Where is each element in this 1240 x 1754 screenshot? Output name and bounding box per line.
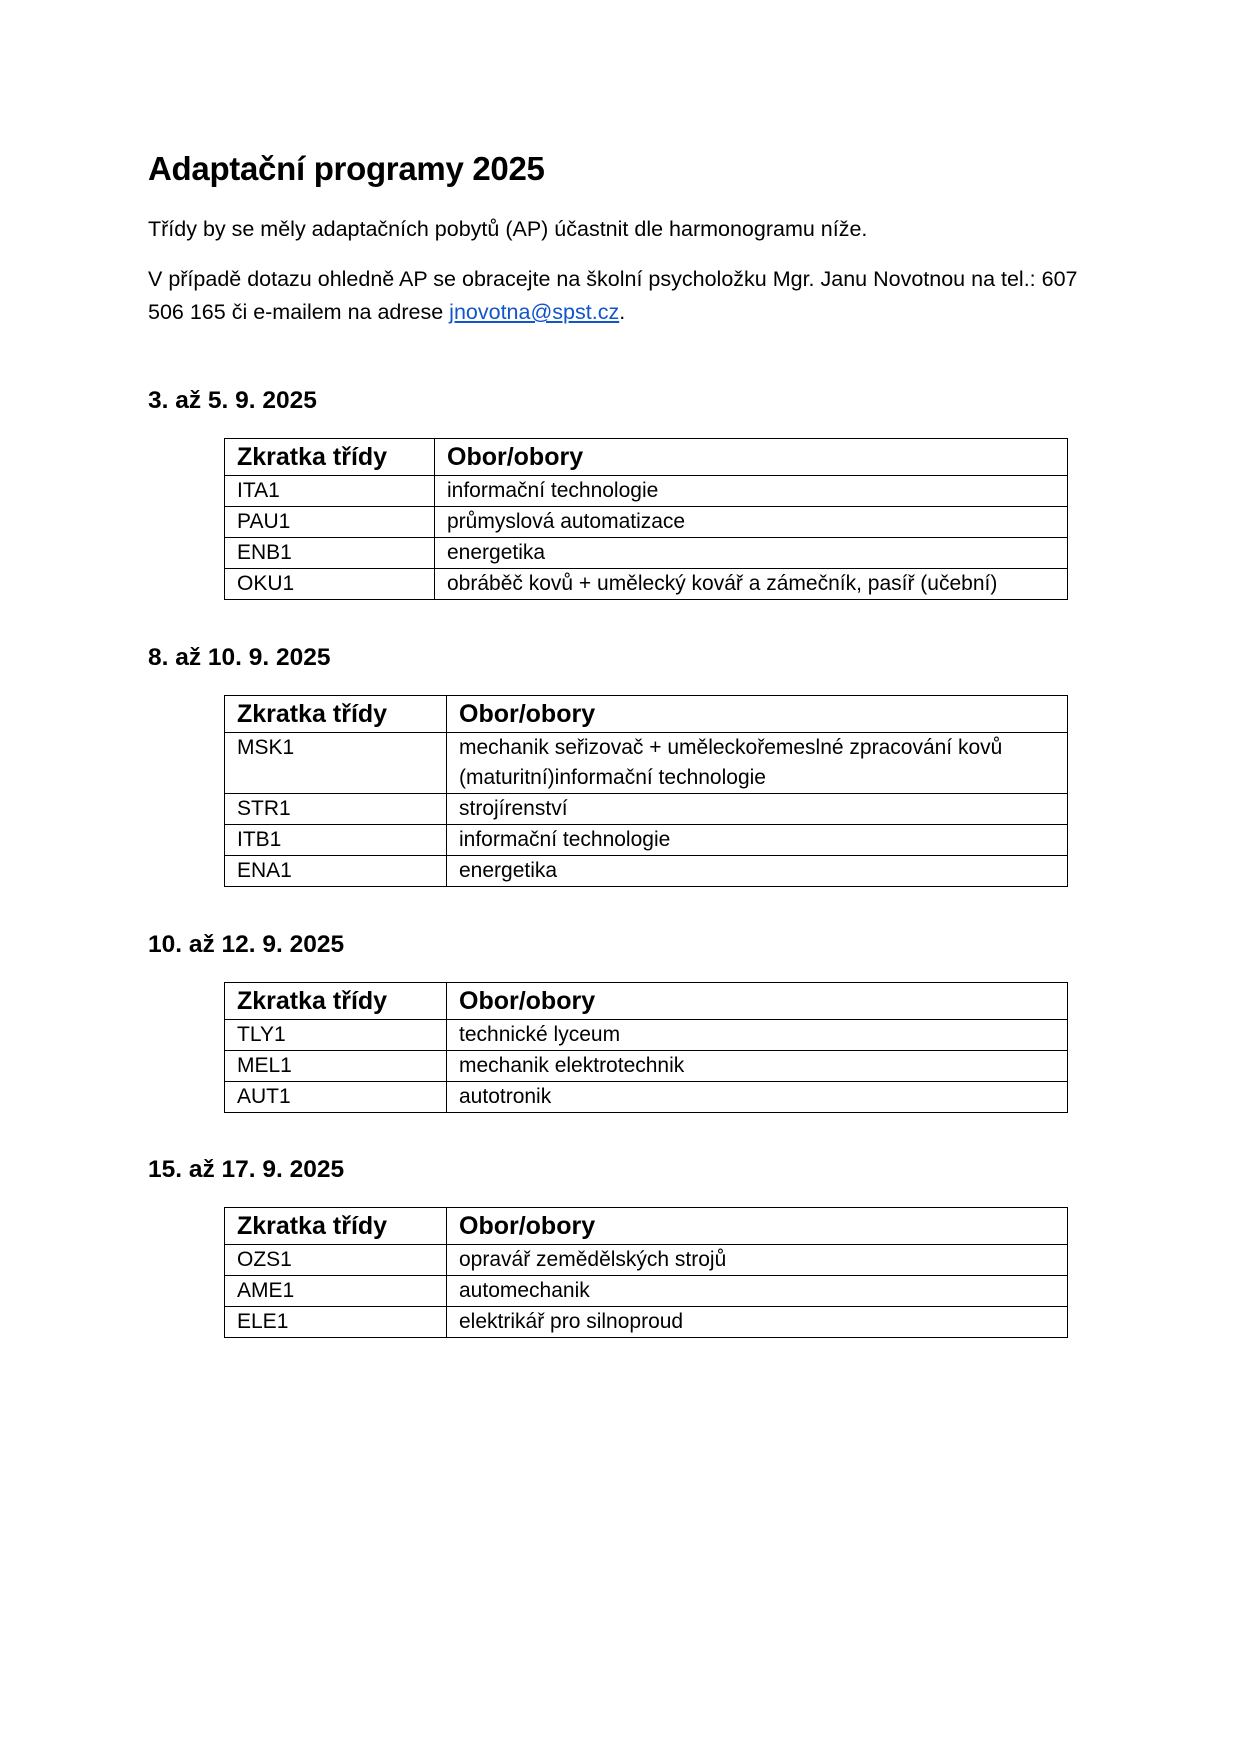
class-code: ENB1 [225,538,435,569]
table-row [225,856,1068,887]
section-date-heading: 10. až 12. 9. 2025 [148,931,345,958]
class-code: MSK1 [225,733,447,794]
table-row [225,507,1068,538]
column-header-class: Zkratka třídy [225,696,447,733]
table-row [225,1082,1068,1113]
field-name: mechanik seřizovač + uměleckořemeslné zpracování kovů (maturitní)informační technologie [447,733,1068,794]
field-name: elektrikář pro silnoproud [447,1307,1068,1338]
table-row [225,1245,1068,1276]
field-name: energetika [447,856,1068,887]
column-header-field: Obor/obory [447,696,1068,733]
section-date-heading: 15. až 17. 9. 2025 [148,1156,345,1183]
field-name: automechanik [447,1276,1068,1307]
field-name: obráběč kovů + umělecký kovář a zámečník, pasíř (učební) [435,569,1068,600]
field-name: informační technologie [447,825,1068,856]
schedule-table [224,438,1068,600]
schedule-table [224,1207,1068,1338]
column-header-field: Obor/obory [447,1208,1068,1245]
column-header-field: Obor/obory [447,983,1068,1020]
table-header-row [225,983,1068,1020]
column-header-class: Zkratka třídy [225,1208,447,1245]
table-row [225,476,1068,507]
contact-paragraph [148,263,1108,329]
section-date-heading: 8. až 10. 9. 2025 [148,644,331,671]
table-row [225,1307,1068,1338]
table-header-row [225,1208,1068,1245]
table-row [225,733,1068,794]
class-code: ENA1 [225,856,447,887]
field-name: technické lyceum [447,1020,1068,1051]
table-row [225,794,1068,825]
contact-text: V případě dotazu ohledně AP se obracejte na školní psycholožku Mgr. Janu Novotnou na tel.: 607 506 165 či e-mailem na adrese [148,267,1078,324]
class-code: OZS1 [225,1245,447,1276]
contact-text-end: . [619,300,626,324]
field-name: mechanik elektrotechnik [447,1051,1068,1082]
class-code: MEL1 [225,1051,447,1082]
section-date-heading: 3. až 5. 9. 2025 [148,387,317,414]
table-row [225,1276,1068,1307]
class-code: PAU1 [225,507,435,538]
column-header-field: Obor/obory [435,439,1068,476]
field-name: průmyslová automatizace [435,507,1068,538]
field-name: strojírenství [447,794,1068,825]
class-code: AUT1 [225,1082,447,1113]
table-row [225,1020,1068,1051]
column-header-class: Zkratka třídy [225,983,447,1020]
class-code: OKU1 [225,569,435,600]
class-code: ELE1 [225,1307,447,1338]
field-name: autotronik [447,1082,1068,1113]
intro-paragraph: Třídy by se měly adaptačních pobytů (AP) účastnit dle harmonogramu níže. [148,217,868,241]
page-title: Adaptační programy 2025 [148,150,545,187]
column-header-class: Zkratka třídy [225,439,435,476]
class-code: ITB1 [225,825,447,856]
class-code: AME1 [225,1276,447,1307]
table-header-row [225,439,1068,476]
field-name: opravář zemědělských strojů [447,1245,1068,1276]
table-header-row [225,696,1068,733]
class-code: STR1 [225,794,447,825]
table-row [225,825,1068,856]
field-name: energetika [435,538,1068,569]
email-link[interactable]: jnovotna@spst.cz [449,300,620,324]
field-name: informační technologie [435,476,1068,507]
class-code: ITA1 [225,476,435,507]
schedule-table [224,982,1068,1113]
class-code: TLY1 [225,1020,447,1051]
table-row [225,538,1068,569]
schedule-table [224,695,1068,887]
table-row [225,569,1068,600]
table-row [225,1051,1068,1082]
